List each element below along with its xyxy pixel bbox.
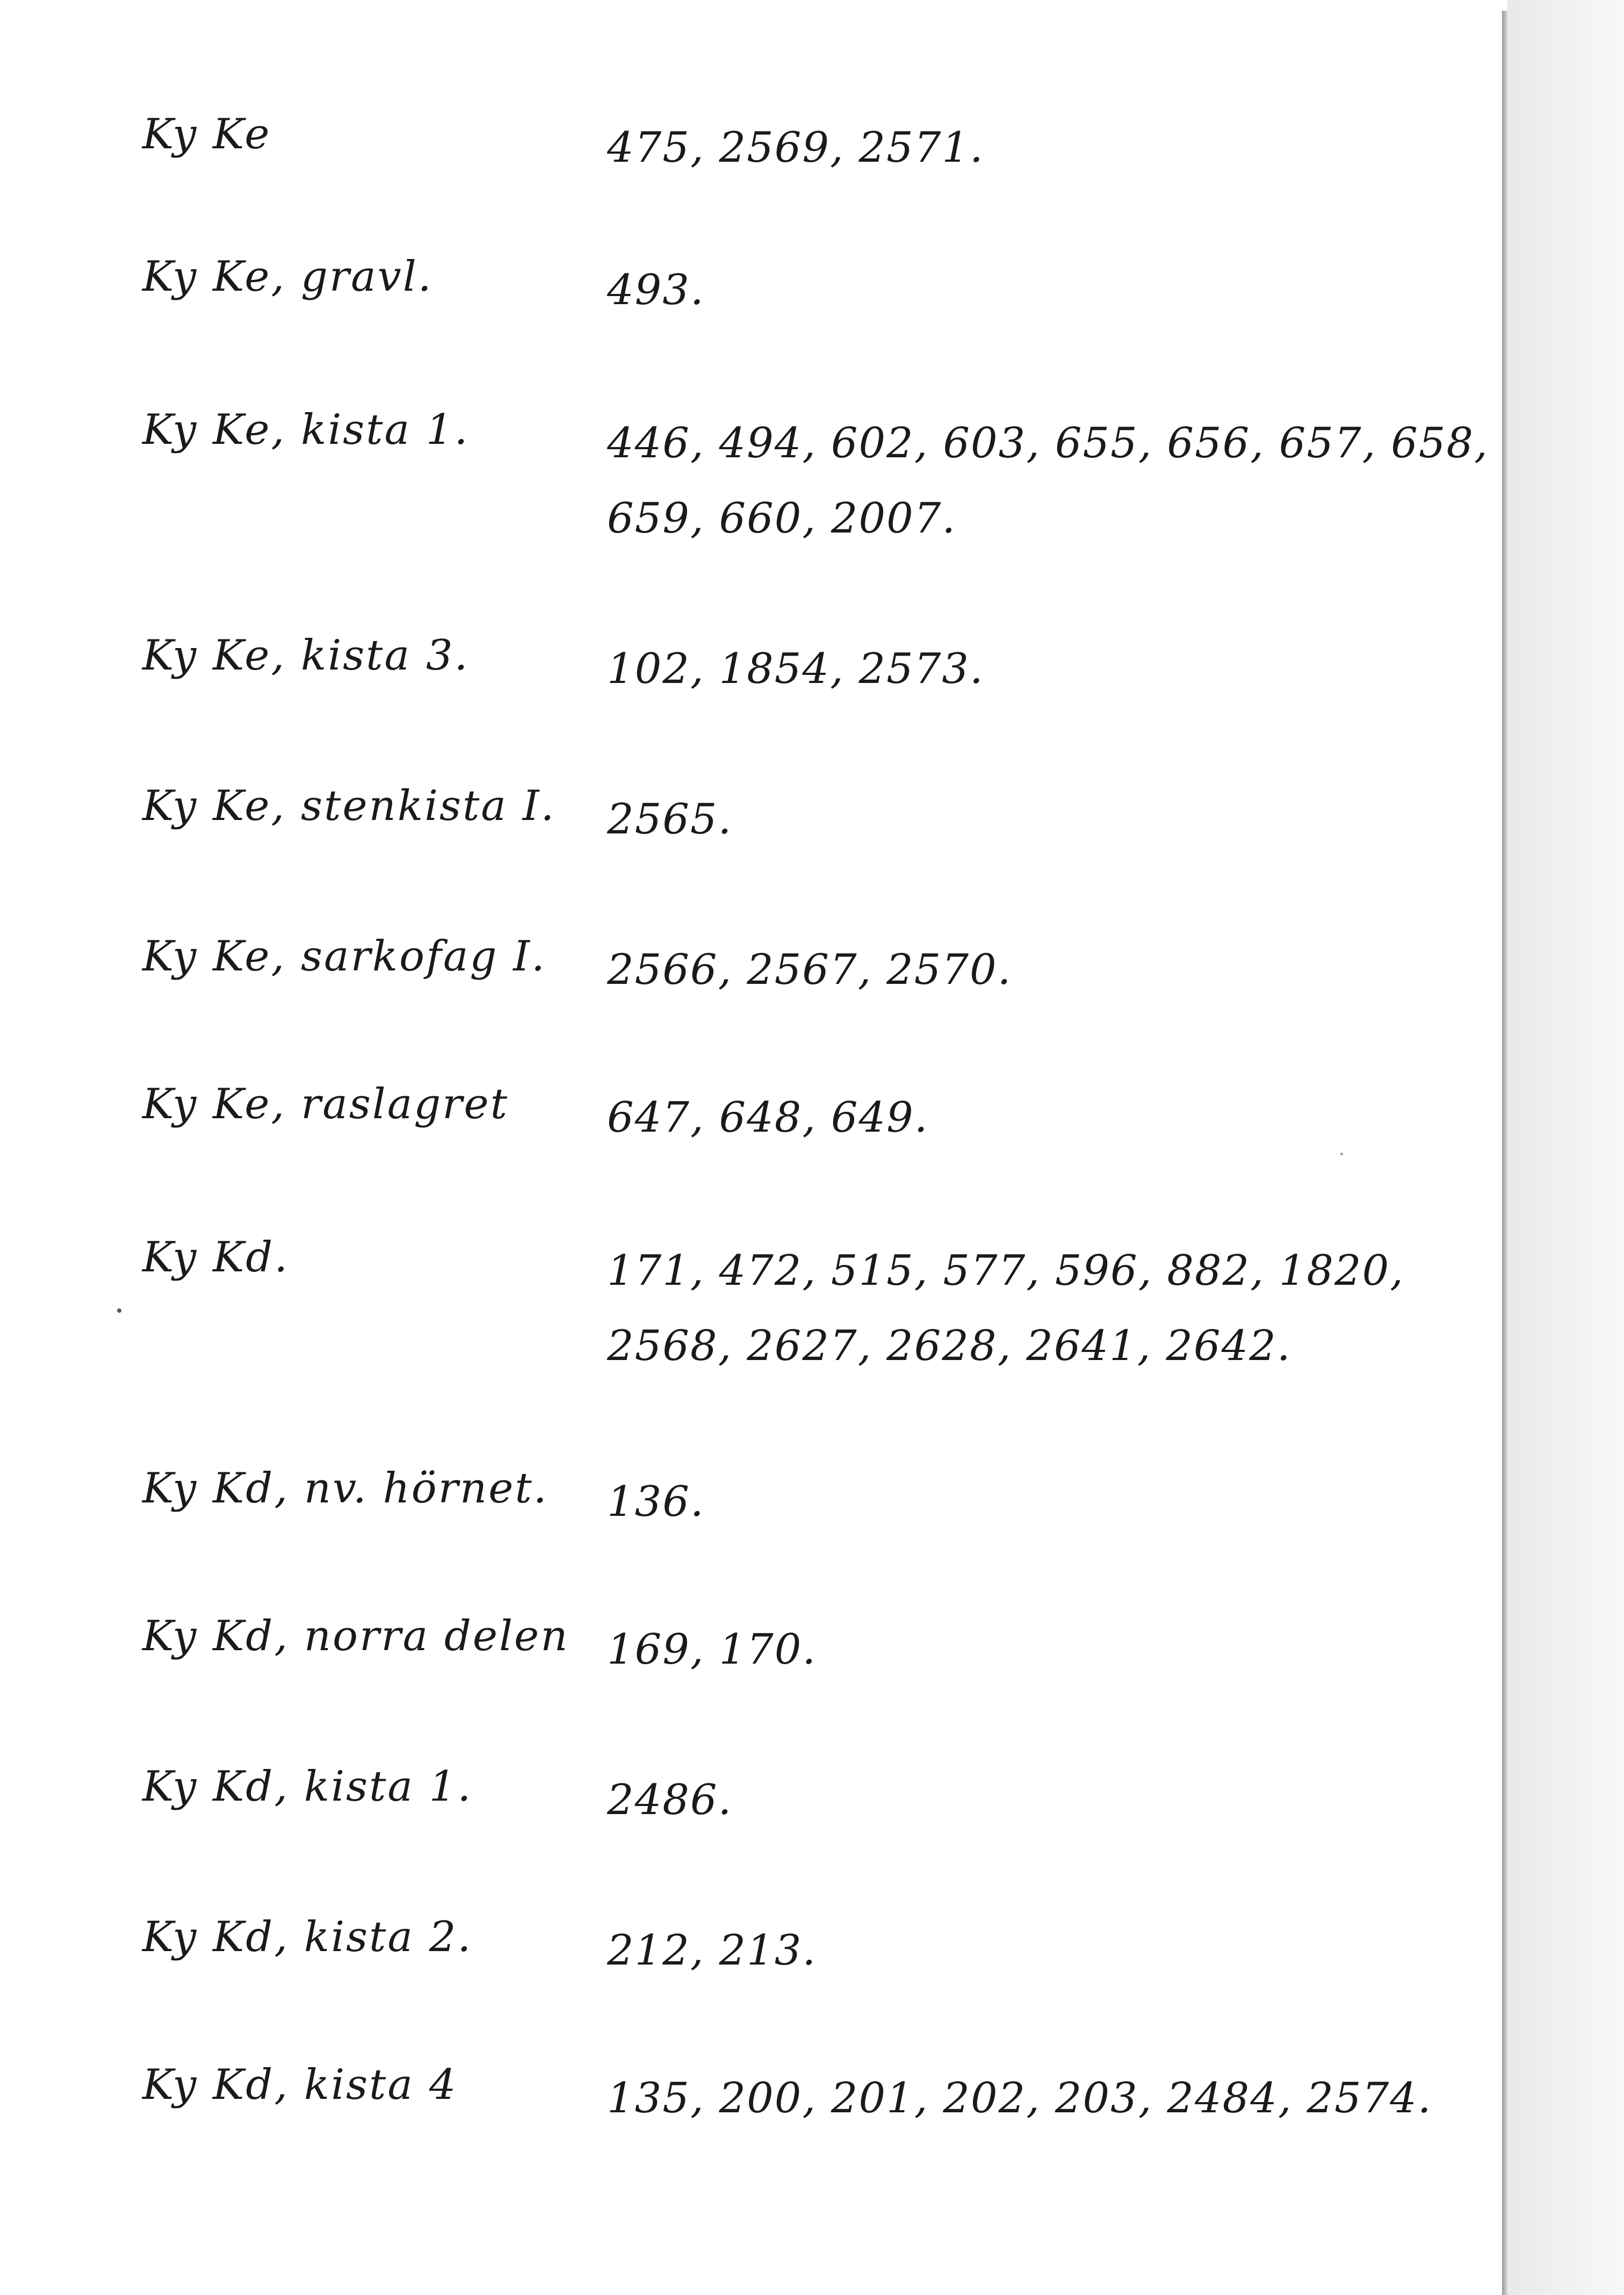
entry-references <box>607 932 1012 1008</box>
reference-line: 212, 213. <box>607 1926 817 1975</box>
reference-line: 446, 494, 602, 603, 655, 656, 657, 658, <box>607 419 1489 467</box>
entry-term: Ky Kd. <box>142 1233 290 1282</box>
reference-line: 2568, 2627, 2628, 2641, 2642. <box>607 1322 1291 1370</box>
entry-references <box>607 253 705 328</box>
reference-line: 171, 472, 515, 577, 596, 882, 1820, <box>607 1247 1405 1295</box>
reference-line: 475, 2569, 2571. <box>607 124 984 172</box>
entry-term: Ky Kd, kista 2. <box>142 1913 473 1961</box>
ink-speck <box>117 1308 121 1313</box>
entry-references <box>607 1913 817 1988</box>
reference-line: 136. <box>607 1478 705 1526</box>
entry-references <box>607 2061 1432 2136</box>
reference-line: 493. <box>607 266 705 314</box>
entry-references <box>607 782 732 857</box>
entry-term: Ky Ke <box>142 110 271 159</box>
entry-term: Ky Ke, stenkista I. <box>142 782 556 830</box>
reference-line: 2566, 2567, 2570. <box>607 946 1012 994</box>
entry-references <box>607 1080 929 1155</box>
reference-line: 647, 648, 649. <box>607 1093 929 1142</box>
entry-term: Ky Kd, kista 1. <box>142 1762 473 1811</box>
ink-speck <box>1340 1153 1343 1155</box>
entry-term: Ky Ke, kista 1. <box>142 406 470 454</box>
entry-references <box>607 1464 705 1539</box>
page-shadow <box>1507 0 1624 2295</box>
reference-line: 169, 170. <box>607 1625 817 1674</box>
reference-line: 2486. <box>607 1776 733 1824</box>
reference-line: 135, 200, 201, 202, 203, 2484, 2574. <box>607 2074 1432 2123</box>
entry-term: Ky Ke, kista 3. <box>142 631 470 680</box>
entry-term: Ky Kd, nv. hörnet. <box>142 1464 548 1513</box>
entry-term: Ky Ke, sarkofag I. <box>142 932 546 981</box>
page-edge <box>1502 11 1507 2295</box>
entry-term: Ky Kd, norra delen <box>142 1612 569 1660</box>
entry-references <box>607 1233 1404 1384</box>
reference-line: 2565. <box>607 795 733 844</box>
entry-references <box>607 1612 817 1687</box>
entry-term: Ky Ke, raslagret <box>142 1080 509 1128</box>
entry-term: Ky Kd, kista 4 <box>142 2061 458 2109</box>
reference-line: 102, 1854, 2573. <box>607 645 984 693</box>
entry-references <box>607 1762 732 1838</box>
entry-references <box>607 110 984 185</box>
entry-references <box>607 631 984 707</box>
reference-line: 659, 660, 2007. <box>607 494 957 543</box>
entry-references <box>607 406 1489 556</box>
entry-term: Ky Ke, gravl. <box>142 253 433 301</box>
